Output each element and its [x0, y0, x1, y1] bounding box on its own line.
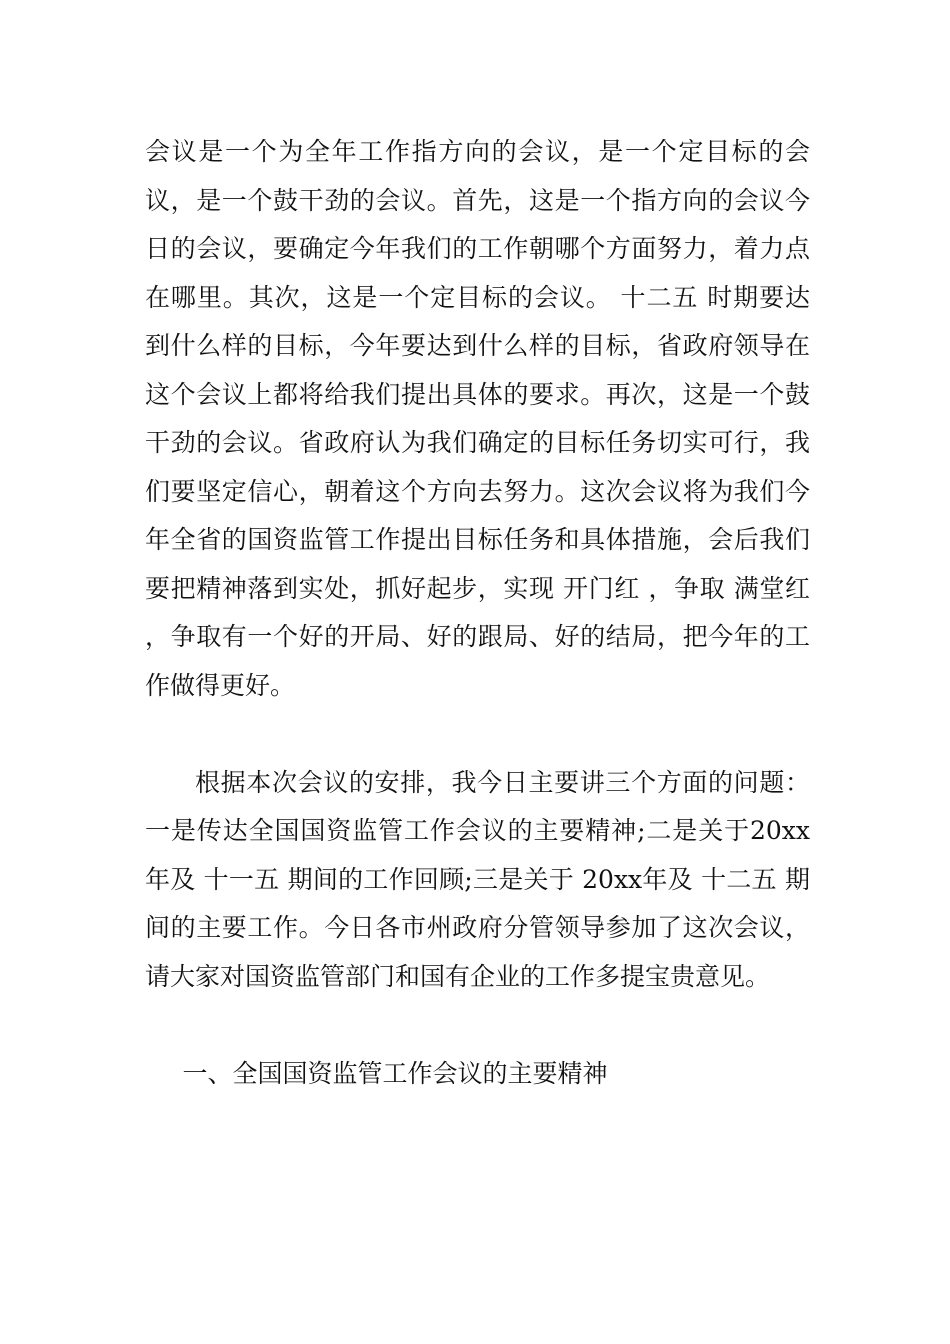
body-paragraph-1: 会议是一个为全年工作指方向的会议，是一个定目标的会议，是一个鼓干劲的会议。首先，这是一个指方向的会议今日的会议，要确定今年我们的工作朝哪个方面努力，着力点在哪里。其次，这是一个定目标的会议。 十二五 时期要达到什么样的目标，今年要达到什么样的目标，省政府领导在这个会议上都将给我们提出具体的要求。再次，这是一个鼓干劲的会议。省政府认为我们确定的目标任务切实可行，我们要坚定信心，朝着这个方向去努力。这次会议将为我们今年全省的国资监管工作提出目标任务和具体措施，会后我们要把精神落到实处，抓好起步，实现 开门红 ，争取 满堂红 ，争取有一个好的开局、好的跟局、好的结局，把今年的工作做得更好。	[145, 137, 810, 700]
section-heading: 一、全国国资监管工作会议的主要精神	[182, 1058, 608, 1088]
paragraph-spacer	[145, 1001, 810, 1050]
paragraph-spacer	[145, 710, 810, 759]
document-body	[145, 128, 810, 1098]
body-paragraph-2: 根据本次会议的安排，我今日主要讲三个方面的问题：一是传达全国国资监管工作会议的主要精神;二是关于20xx年及 十一五 期间的工作回顾;三是关于 20xx年及 十二五 期间的主要工作。今日各市州政府分管领导参加了这次会议，请大家对国资监管部门和国有企业的工作多提宝贵意见。	[145, 767, 810, 991]
